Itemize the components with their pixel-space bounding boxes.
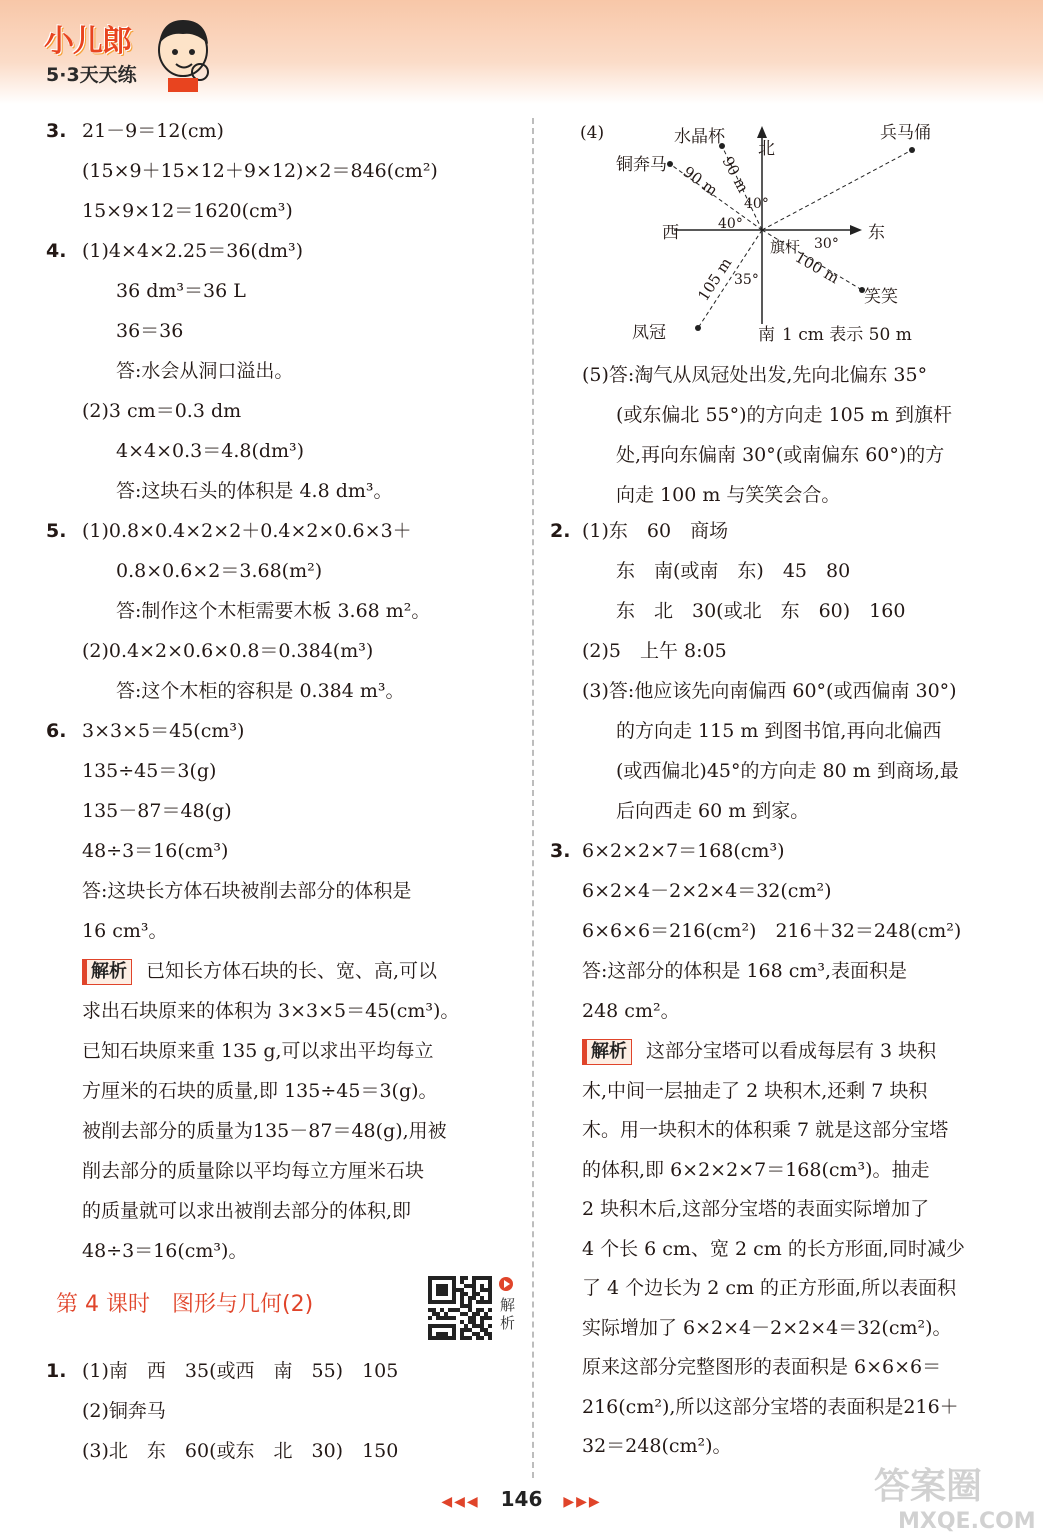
flagpole-label: 旗杆 [770,238,801,256]
analysis-block [82,958,437,985]
fengguan-label: 凤冠 [632,323,666,342]
line-text: (1)0.8×0.4×2×2＋0.4×2×0.6×3＋ [82,520,412,542]
line-text: 原来这部分完整图形的表面积是 6×6×6＝ [582,1356,942,1378]
answer-line [582,362,927,388]
answer-line [616,718,941,744]
line-text: 答:这块石头的体积是 4.8 dm³。 [116,480,393,502]
line-text: 的方向走 115 m 到图书馆,再向北偏西 [616,720,942,742]
angle-40-north: 40° [744,196,769,212]
analysis-line [82,1158,424,1184]
prev-arrows-icon: ◀◀◀ [441,1494,480,1510]
distance-90-bronze: 90 m [679,162,722,200]
east-label: 东 [868,223,885,243]
analysis-line [82,1198,411,1224]
line-text: 6×6×6＝216(cm²) 216＋32＝248(cm²) [582,920,962,942]
watermark-domain: MXQE.COM [898,1509,1036,1534]
line-text: 21－9＝12(cm) [82,120,224,142]
question-number: 1. [46,1360,67,1382]
line-text: 向走 100 m 与笑笑会合。 [616,484,841,506]
angle-30: 30° [814,236,839,252]
question-number: 3. [550,840,571,862]
answer-line [582,998,680,1024]
west-label: 西 [662,223,679,243]
distance-105: 105 m [694,254,736,305]
answer-line [82,758,216,784]
line-text: 已知长方体石块的长、宽、高,可以 [146,960,438,982]
line-text: 的体积,即 6×2×2×7＝168(cm³)。抽走 [582,1158,930,1181]
answer-line [46,238,304,264]
line-text: 被削去部分的质量为135－87＝48(g),用被 [82,1120,447,1142]
line-text: 东 北 30(或北 东 60) 160 [616,600,906,622]
crystal-cup-label: 水晶杯 [674,127,725,147]
line-text: 答:制作这个木柜需要木板 3.68 m²。 [116,600,431,622]
analysis-line [582,1236,965,1262]
line-text: 方厘米的石块的质量,即 135÷45＝3(g)。 [82,1080,438,1102]
line-text: 248 cm²。 [582,1000,680,1022]
mascot-icon [148,14,218,94]
angle-40-west: 40° [718,216,743,232]
line-text: (1)4×4×2.25＝36(dm³) [82,240,304,262]
answer-line [46,1358,399,1384]
line-text: 16 cm³。 [82,920,168,942]
analysis-block [582,1038,936,1065]
logo-title: 小儿郎 [44,24,131,59]
line-text: 3×3×5＝45(cm³) [82,720,245,742]
line-text: (2)0.4×2×0.6×0.8＝0.384(m³) [82,640,374,662]
next-arrows-icon: ▶▶▶ [563,1494,602,1510]
south-label: 南 [758,325,775,342]
question-number: 4. [46,240,67,262]
xiaoxiao-label: 笑笑 [864,287,898,307]
analysis-line [82,1078,438,1104]
line-text: 的质量就可以求出被削去部分的体积,即 [82,1200,412,1222]
answer-line [616,798,809,824]
answer-line [116,598,430,624]
line-text: 处,再向东偏南 30°(或南偏东 60°)的方 [616,444,945,466]
answer-line [82,878,411,904]
analysis-tag: 解析 [82,959,132,985]
answer-line [550,518,729,544]
line-text: 36 dm³＝36 L [116,280,246,302]
line-text: 216(cm²),所以这部分宝塔的表面积是216＋ [582,1395,959,1418]
line-text: 4×4×0.3＝4.8(dm³) [116,440,305,462]
answer-line [582,878,832,904]
answer-line [582,958,907,984]
answer-line [46,118,224,144]
answer-line [582,678,957,704]
line-text: 15×9×12＝1620(cm³) [82,200,293,222]
line-text: 135－87＝48(g) [82,800,232,822]
qr-label: 解析 [500,1296,516,1332]
line-text: 48÷3＝16(cm³) [82,840,229,862]
question-number: 6. [46,720,67,742]
question-number: 3. [46,120,67,142]
diagram-part-label: (4) [580,123,605,143]
line-text: 答:这块长方体石块被削去部分的体积是 [82,880,412,902]
page-number: 146 [500,1487,543,1511]
line-text: 4 个长 6 cm、宽 2 cm 的长方形面,同时减少 [582,1237,965,1260]
answer-line [616,482,840,508]
answer-line [82,1398,166,1424]
analysis-line [582,1394,959,1420]
answer-line [82,798,232,824]
brand-logo [40,14,210,100]
line-text: 0.8×0.6×2＝3.68(m²) [116,560,323,582]
answer-line [82,1438,398,1464]
analysis-tag: 解析 [582,1039,632,1065]
line-text: (1)南 西 35(或西 南 55) 105 [82,1360,399,1382]
answer-line [616,402,952,428]
direction-diagram [552,112,1022,342]
line-text: 东 南(或南 东) 45 80 [616,560,851,582]
line-text: (5)答:淘气从凤冠处出发,先向北偏东 35° [582,364,928,386]
line-text: (或东偏北 55°)的方向走 105 m 到旗杆 [616,404,952,426]
qr-code[interactable] [428,1276,516,1344]
analysis-line [582,1315,952,1341]
analysis-line [582,1078,927,1104]
analysis-line [582,1196,929,1222]
answer-line [616,558,850,584]
answer-line [582,638,727,664]
answer-line [82,838,228,864]
column-divider [532,118,534,1478]
answer-line [82,638,373,664]
line-text: 削去部分的质量除以平均每立方厘米石块 [82,1160,425,1182]
answer-line [116,438,304,464]
line-text: 32＝248(cm²)。 [582,1435,732,1457]
terracotta-label: 兵马俑 [880,123,931,143]
question-number: 5. [46,520,67,542]
watermark-logo [868,1458,1038,1534]
analysis-line [82,1238,247,1264]
line-text: 这部分宝塔可以看成每层有 3 块积 [646,1040,937,1062]
bronze-horse-label: 铜奔马 [616,155,667,175]
analysis-line [582,1275,956,1301]
analysis-line [82,1118,447,1144]
answer-line [116,478,393,504]
line-text: (2)3 cm＝0.3 dm [82,400,242,422]
line-text: (或西偏北)45°的方向走 80 m 到商场,最 [616,760,959,782]
line-text: 6×2×4－2×2×4＝32(cm²) [582,880,832,902]
line-text: 求出石块原来的体积为 3×3×5＝45(cm³)。 [82,1000,460,1022]
answer-line [616,442,944,468]
angle-35: 35° [734,272,759,288]
line-text: (3)答:他应该先向南偏西 60°(或西偏南 30°) [582,680,957,702]
analysis-line [582,1157,930,1183]
answer-line [46,718,245,744]
logo-subtitle: 5·3天天练 [46,64,137,86]
answer-line [116,358,293,384]
scale-label: 1 cm 表示 50 m [782,325,912,342]
distance-100: 100 m [792,247,843,288]
answer-line [82,198,293,224]
line-text: 2 块积木后,这部分宝塔的表面实际增加了 [582,1198,930,1220]
line-text: 135÷45＝3(g) [82,760,217,782]
line-text: 木,中间一层抽走了 2 块积木,还剩 7 块积 [582,1079,928,1102]
line-text: 6×2×2×7＝168(cm³) [582,840,785,862]
answer-line [116,318,183,344]
line-text: (2)铜奔马 [82,1400,166,1422]
play-icon [498,1276,514,1292]
analysis-line [82,1038,434,1064]
qr-code-icon [428,1276,492,1340]
answer-line [616,598,905,624]
line-text: 36＝36 [116,320,184,342]
analysis-line [582,1354,941,1380]
answer-line [82,158,438,184]
line-text: 答:水会从洞口溢出。 [116,360,294,382]
line-text: 答:这个木柜的容积是 0.384 m³。 [116,680,405,702]
question-number: 2. [550,520,571,542]
line-text: 实际增加了 6×2×4－2×2×4＝32(cm²)。 [582,1316,952,1339]
watermark-text: 答案圈 [874,1466,983,1507]
line-text: (3)北 东 60(或东 北 30) 150 [82,1440,399,1462]
answer-line [116,678,405,704]
answer-line [582,918,961,944]
line-text: 了 4 个边长为 2 cm 的正方形面,所以表面积 [582,1277,957,1299]
line-text: (15×9＋15×12＋9×12)×2＝846(cm²) [82,160,438,182]
line-text: (2)5 上午 8:05 [582,640,727,662]
analysis-line [582,1117,948,1143]
analysis-line [582,1433,732,1459]
north-label: 北 [758,139,775,159]
answer-line [116,278,246,304]
answer-line [550,838,785,864]
line-text: (1)东 60 商场 [582,520,729,542]
line-text: 已知石块原来重 135 g,可以求出平均每立 [82,1040,434,1062]
answer-line [82,918,168,944]
analysis-line [82,998,459,1024]
answer-line [616,758,959,784]
distance-90-crystal: 90 m [718,153,753,196]
answer-line [116,558,322,584]
line-text: 答:这部分的体积是 168 cm³,表面积是 [582,960,908,982]
answer-line [82,398,241,424]
answer-line [46,518,412,544]
section-title: 第 4 课时 图形与几何(2) [56,1292,314,1317]
line-text: 木。用一块积木的体积乘 7 就是这部分宝塔 [582,1119,949,1141]
line-text: 48÷3＝16(cm³)。 [82,1240,248,1262]
line-text: 后向西走 60 m 到家。 [616,800,810,822]
